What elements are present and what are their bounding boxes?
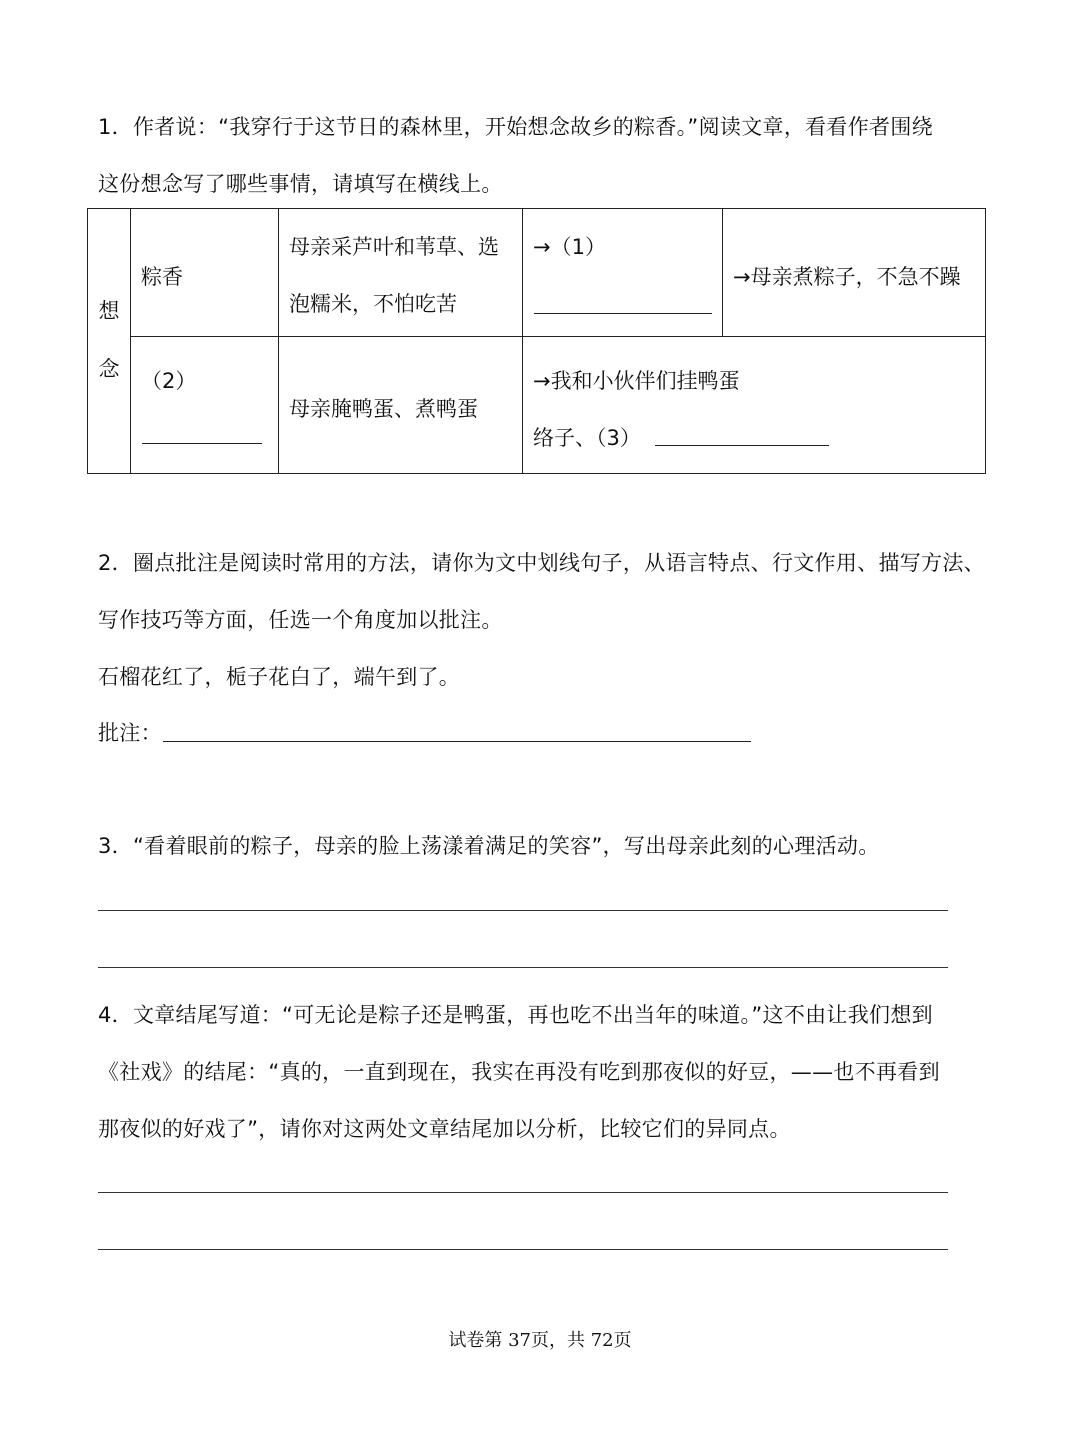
q1-line2: 这份想念写了哪些事情，请填写在横线上。 [98, 172, 503, 196]
side-char-xiang: 想 [98, 299, 120, 323]
r2c1-text: （2） [141, 369, 197, 393]
q2-sentence: 石榴花红了，栀子花白了，端午到了。 [98, 665, 461, 689]
q2-line2: 写作技巧等方面，任选一个角度加以批注。 [98, 608, 503, 632]
r2c3-line2: 络子、（3） [533, 426, 641, 450]
answer-blank-3[interactable] [655, 445, 829, 446]
r1c3-text: →（1） [533, 235, 606, 259]
side-header-cell [88, 209, 131, 474]
q4-line3: 那夜似的好戏了”，请你对这两处文章结尾加以分析，比较它们的异同点。 [98, 1117, 791, 1141]
answer-blank-2[interactable] [142, 443, 262, 444]
r1c2-line2: 泡糯米，不怕吃苦 [289, 292, 457, 316]
q3-answer-line-2[interactable] [98, 967, 948, 968]
q3-line1: 3．“看着眼前的粽子，母亲的脸上荡漾着满足的笑容”，写出母亲此刻的心理活动。 [98, 834, 880, 858]
r1c4-cell [723, 209, 986, 337]
r2c3-line1: →我和小伙伴们挂鸭蛋 [533, 369, 740, 393]
r2c2-cell [279, 337, 523, 474]
r2c3-cell [523, 337, 986, 474]
r1c1-text: 粽香 [141, 265, 183, 289]
side-char-nian: 念 [98, 357, 120, 381]
r2c2-text: 母亲腌鸭蛋、煮鸭蛋 [289, 397, 478, 421]
annotation-answer-line[interactable] [163, 741, 751, 742]
q2-line1: 2．圈点批注是阅读时常用的方法，请你为文中划线句子，从语言特点、行文作用、描写方法、 [98, 551, 985, 575]
q3-answer-line-1[interactable] [98, 910, 948, 911]
q4-line2: 《社戏》的结尾：“真的，一直到现在，我实在再没有吃到那夜似的好豆，——也不再看到 [98, 1060, 940, 1084]
q4-line1: 4．文章结尾写道：“可无论是粽子还是鸭蛋，再也吃不出当年的味道。”这不由让我们想到 [98, 1003, 933, 1027]
answer-blank-1[interactable] [534, 313, 712, 314]
r1c4-text: →母亲煮粽子，不急不躁 [733, 265, 961, 289]
r1c3-cell [523, 209, 723, 337]
q4-answer-line-1[interactable] [98, 1192, 948, 1193]
r1c1-cell [131, 209, 279, 337]
page-footer: 试卷第 37页，共 72页 [448, 1330, 632, 1351]
r1c2-line1: 母亲采芦叶和苇草、选 [289, 235, 499, 259]
q4-answer-line-2[interactable] [98, 1249, 948, 1250]
q1-table [87, 208, 986, 474]
q2-label: 批注： [98, 721, 162, 745]
q1-line1: 1．作者说：“我穿行于这节日的森林里，开始想念故乡的粽香。”阅读文章，看看作者围绕 [98, 115, 933, 139]
r1c2-cell [279, 209, 523, 337]
r2c1-cell [131, 337, 279, 474]
